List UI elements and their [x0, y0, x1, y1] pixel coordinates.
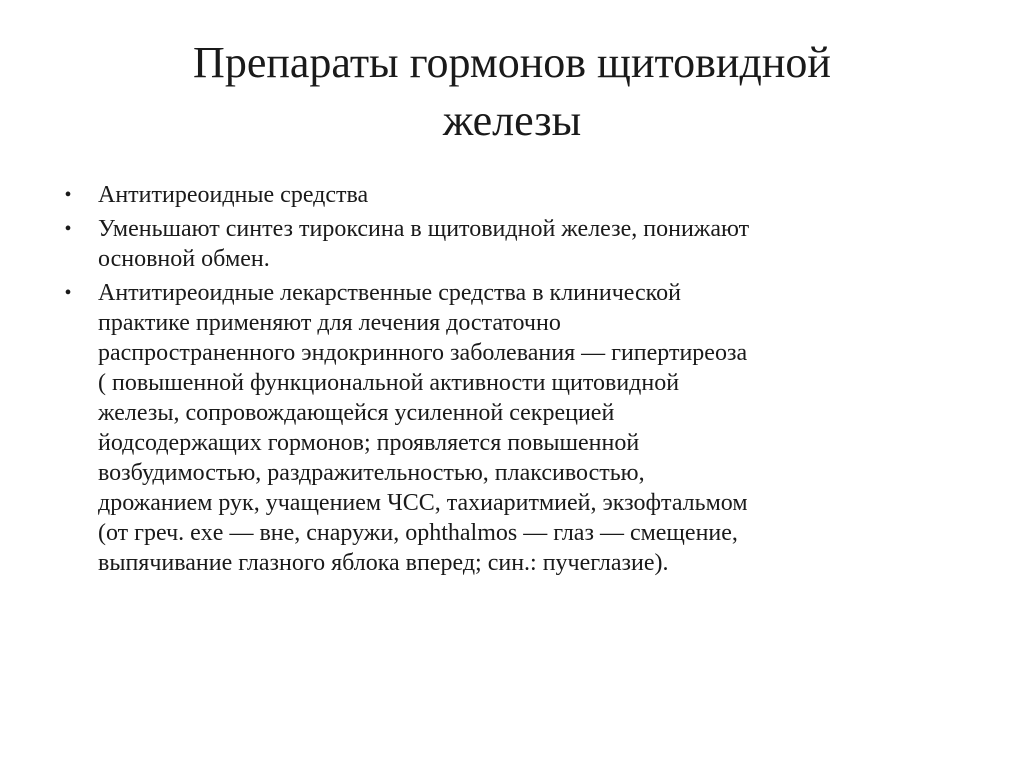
bullet-marker: •	[64, 282, 72, 304]
bullet-line: возбудимостью, раздражительностью, плаксивостью,	[98, 460, 645, 486]
bullet-list	[58, 180, 958, 582]
bullet-marker: •	[64, 218, 72, 240]
bullet-marker: •	[64, 184, 72, 206]
bullet-line: Антитиреоидные лекарственные средства в клинической	[98, 280, 681, 306]
bullet-text	[98, 278, 958, 578]
bullet-line: (от греч. exe — вне, снаружи, ophthalmos — глаз — смещение,	[98, 520, 738, 546]
title-line: Препараты гормонов щитовидной	[193, 38, 831, 87]
bullet-line: основной обмен.	[98, 246, 270, 272]
slide-title	[60, 34, 964, 150]
bullet-line: распространенного эндокринного заболевания — гипертиреоза	[98, 340, 748, 366]
bullet-item	[58, 214, 958, 274]
bullet-text	[98, 180, 958, 210]
bullet-line: выпячивание глазного яблока вперед; син.: пучеглазие).	[98, 550, 669, 576]
bullet-line: Антитиреоидные средства	[98, 182, 369, 208]
bullet-item	[58, 180, 958, 210]
bullet-line: железы, сопровождающейся усиленной секрецией	[98, 400, 615, 426]
bullet-line: практике применяют для лечения достаточно	[98, 310, 561, 336]
bullet-line: Уменьшают синтез тироксина в щитовидной железе, понижают	[98, 216, 750, 242]
bullet-item	[58, 278, 958, 578]
bullet-line: йодсодержащих гормонов; проявляется повышенной	[98, 430, 640, 456]
title-line: железы	[442, 96, 582, 145]
bullet-line: ( повышенной функциональной активности щитовидной	[98, 370, 680, 396]
bullet-line: дрожанием рук, учащением ЧСС, тахиаритмией, экзофтальмом	[98, 490, 748, 516]
bullet-text	[98, 214, 958, 274]
